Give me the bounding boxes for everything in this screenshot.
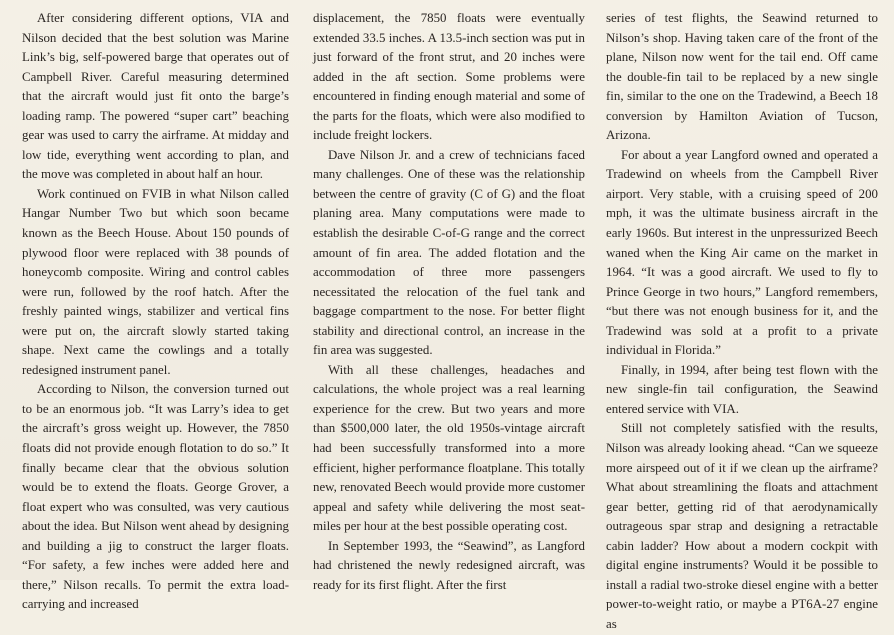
paragraph: Dave Nilson Jr. and a crew of technicians faced many challenges. One of these was the relationship between the centre of gravity (C of G) and the float planing area. Many computations were made to establish the desirable C-of-G range and the correct amount of fin area. The added flotation and the accommodation of three more passengers necessitated the relocation of the fuel tank and baggage compartment to the nose. For better flight stability and directional control, an increase in the fin area was suggested. [313,147,585,358]
paragraph: Still not completely satisfied with the results, Nilson was already looking ahead. “Can we squeeze more airspeed out of it if we clean up the airframe? What about streamlining the floats and attachment gear better, getting rid of that aerodynamically outrageous spar strap and designing a retractable cabin ladder? How about a modern cockpit with digital engine instruments? Would it be possible to install a radial two-stroke diesel engine with a better power-to-weight ratio, or maybe a PT6A-27 engine as [606,421,878,631]
paragraph: With all these challenges, headaches and calculations, the whole project was a real learning experience for the crew. But two years and more than $500,000 later, the old 1950s-vintage aircraft had been successfully transformed into a more efficient, higher performance floatplane. This totally new, renovated Beech would provide more customer appeal and safety while delivering the most seat-miles per hour at the best possible operating cost. [313,362,585,534]
paragraph: After considering different options, VIA and Nilson decided that the best solution was Marine Link’s big, self-powered barge that operates out of Campbell River. Careful measuring determined that the aircraft would just fit onto the barge’s loading ramp. The powered “super cart” beaching gear was used to carry the airframe. At midday and low tide, everything went according to plan, and the move was completed in about half an hour. [22,11,289,182]
text-column-left [22,9,289,615]
paragraph: According to Nilson, the conversion turned out to be an enormous job. “It was Larry’s idea to get the aircraft’s gross weight up. However, the 7850 floats did not provide enough flotation to do so.” It finally became clear that the obvious solution would be to extend the floats. George Grover, a float expert who was consulted, was very cautious about the idea. But Nilson went ahead by designing and building a jig to construct the larger floats. “For safety, a few inches were added here and there,” Nilson recalls. To permit the extra load-carrying and increased [22,382,289,612]
paragraph: In September 1993, the “Seawind”, as Langford had christened the newly redesigned aircraft, was ready for its first flight. After the first [313,538,585,592]
paragraph: Work continued on FVIB in what Nilson called Hangar Number Two but which soon became known as the Beech House. About 150 pounds of plywood floor were replaced with 38 pounds of honeycomb composite. Wiring and control cables were run, followed by the roof hatch. After the freshly painted wings, stabilizer and vertical fins were put on, the aircraft slowly started taking shape. Next came the cowlings and a totally redesigned instrument panel. [22,186,289,377]
paragraph-continued: displacement, the 7850 floats were eventually extended 33.5 inches. A 13.5-inch section was put in just forward of the front strut, and 20 inches were added in the aft section. Some problems were encountered in finding enough material and some of the parts for the floats, which were also modified to include freight lockers. [313,11,585,143]
paragraph-continued: series of test flights, the Seawind returned to Nilson’s shop. Having taken care of the front of the plane, Nilson now went for the tail end. Off came the double-fin tail to be replaced by a new single fin, similar to the one on the Tradewind, a Beech 18 conversion by Hamilton Aviation of Tucson, Arizona. [606,11,878,143]
paragraph: Finally, in 1994, after being test flown with the new single-fin tail configuration, the Seawind entered service with VIA. [606,362,878,416]
paragraph: For about a year Langford owned and operated a Tradewind on wheels from the Campbell River airport. Very stable, with a cruising speed of 200 mph, it was the ultimate business aircraft in the early 1960s. But interest in the unpressurized Beech waned when the King Air came on the market in 1964. “It was a good aircraft. We used to fly to Prince George in two hours,” Langford remembers, “but there was not enough business for it, and the Tradewind was sold at a profit to a private individual in Florida.” [606,147,878,358]
text-column-middle [313,9,585,595]
text-column-right [606,9,878,635]
